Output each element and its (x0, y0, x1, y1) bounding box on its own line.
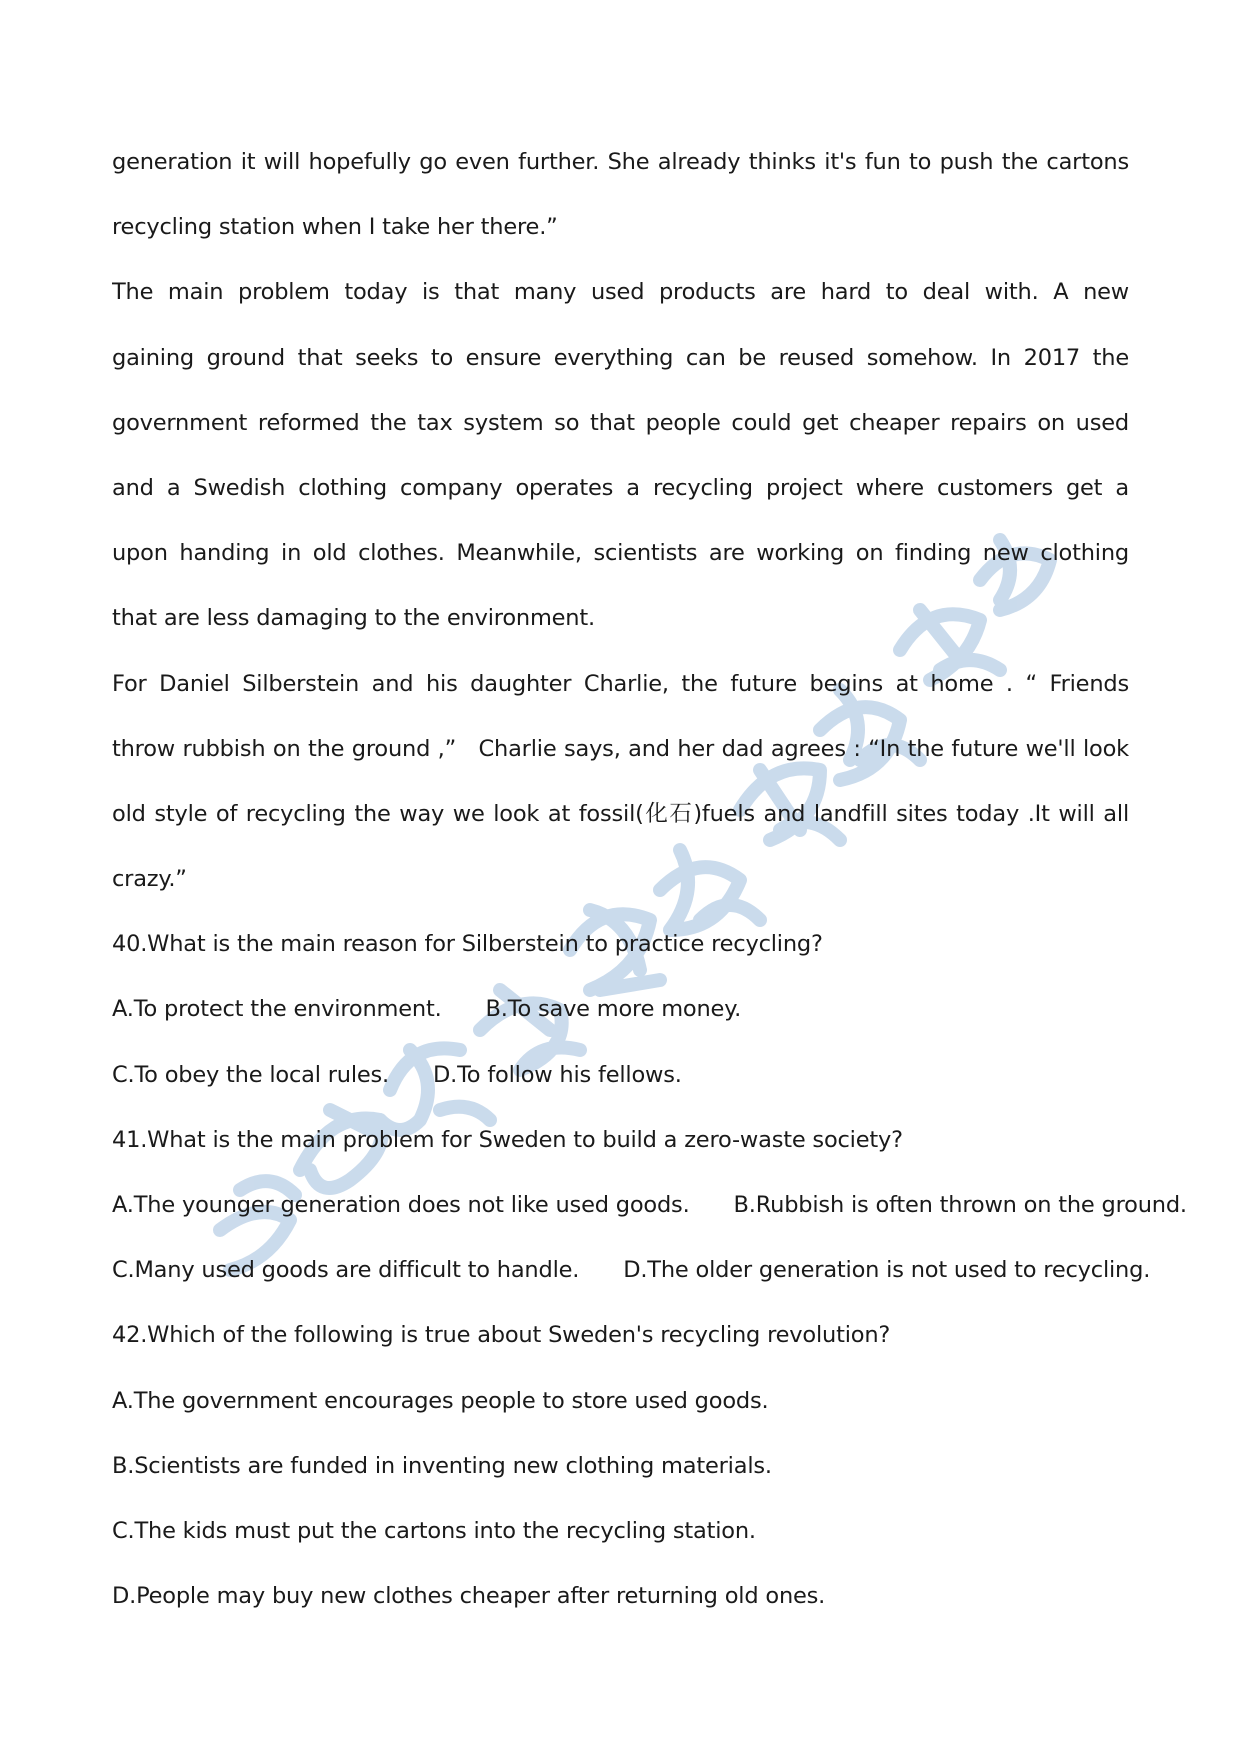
option-row (112, 1238, 1151, 1303)
passage-line: gaining ground that seeks to ensure everything can be reused somehow. In 2017 the (112, 344, 1129, 371)
option-row (112, 977, 1129, 1042)
option-a: A.To protect the environment. (112, 996, 442, 1023)
question-stem: 42.Which of the following is true about Sweden's recycling revolution? (112, 1322, 891, 1349)
option-a: A.The younger generation does not like used goods. (112, 1192, 690, 1218)
option-c: C.Many used goods are difficult to handle. (112, 1257, 580, 1284)
passage-line: that are less damaging to the environment. (112, 605, 595, 632)
passage-line: generation it will hopefully go even further. She already thinks it's fun to push the cartons (112, 149, 1129, 175)
document-page (112, 130, 1187, 1629)
passage-line: For Daniel Silberstein and his daughter Charlie, the future begins at home . “ Friends (112, 670, 1129, 697)
passage-line: recycling station when I take her there.” (112, 214, 558, 241)
reading-passage (112, 130, 1129, 912)
option-d: D.People may buy new clothes cheaper after returning old ones. (112, 1583, 826, 1610)
option-d: D.To follow his fellows. (433, 1061, 682, 1088)
passage-line: The main problem today is that many used products are hard to deal with. A new (112, 279, 1129, 306)
option-row (112, 1043, 1129, 1108)
option-b: B.To save more money. (485, 996, 742, 1023)
question-stem: 40.What is the main reason for Silberstein to practice recycling? (112, 931, 823, 958)
question-40 (112, 912, 1129, 1108)
option-a: A.The government encourages people to store used goods. (112, 1387, 769, 1414)
question-stem: 41.What is the main problem for Sweden to build a zero-waste society? (112, 1126, 903, 1153)
option-row (112, 1173, 1187, 1238)
option-b: B.Rubbish is often thrown on the ground. (733, 1192, 1187, 1218)
passage-line: old style of recycling the way we look at fossil(化石)fuels and landfill sites today .It will all (112, 800, 1129, 827)
question-42 (112, 1303, 1129, 1629)
passage-line: upon handing in old clothes. Meanwhile, scientists are working on finding new clothing (112, 540, 1129, 567)
option-d: D.The older generation is not used to recycling. (623, 1257, 1151, 1284)
option-c: C.To obey the local rules. (112, 1061, 389, 1088)
passage-line: crazy.” (112, 866, 187, 893)
passage-line: and a Swedish clothing company operates a recycling project where customers get a (112, 474, 1129, 501)
passage-line: government reformed the tax system so that people could get cheaper repairs on used (112, 409, 1129, 436)
option-b: B.Scientists are funded in inventing new clothing materials. (112, 1452, 772, 1479)
passage-line: throw rubbish on the ground ,” Charlie says, and her dad agrees : “In the future we'll look (112, 735, 1129, 762)
option-c: C.The kids must put the cartons into the recycling station. (112, 1517, 756, 1544)
question-41 (112, 1108, 1187, 1304)
